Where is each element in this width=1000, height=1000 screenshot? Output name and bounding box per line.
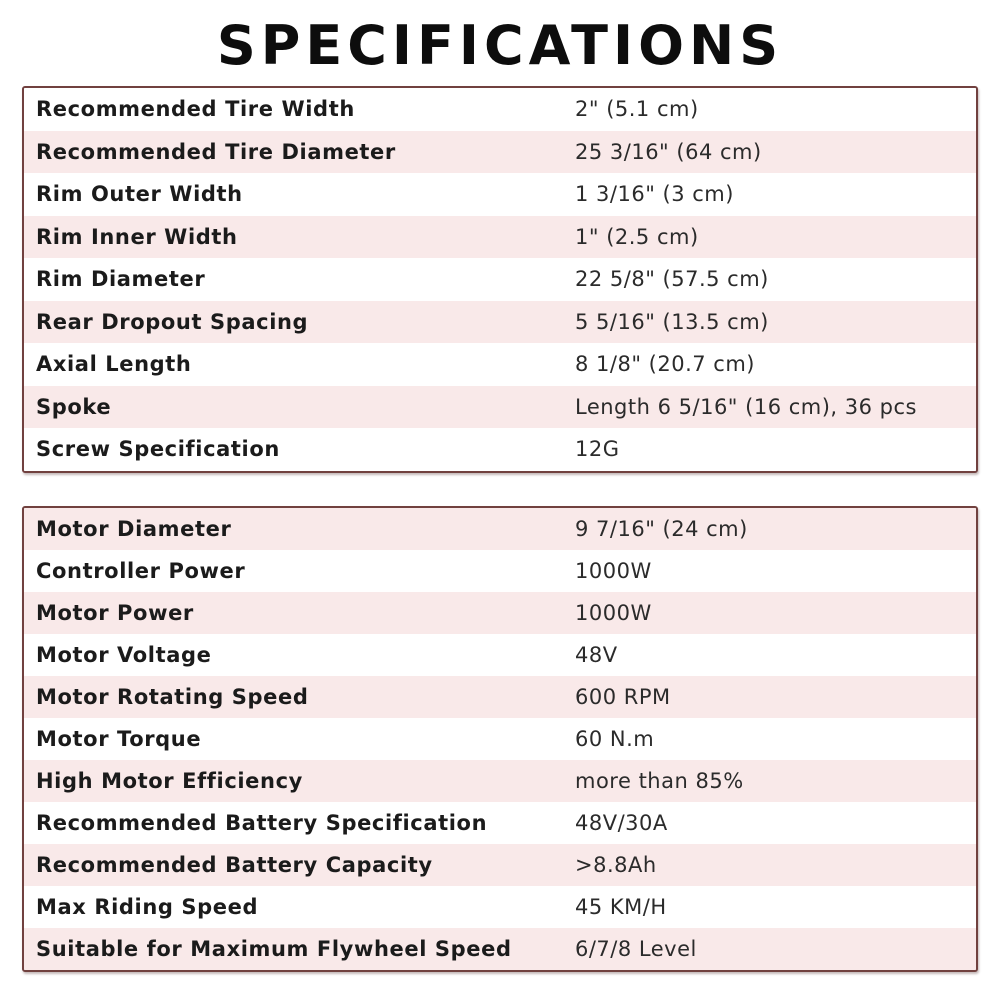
spec-row xyxy=(24,550,976,592)
spec-value: 5 5/16" (13.5 cm) xyxy=(575,309,769,334)
spec-row xyxy=(24,173,976,216)
spec-label: Motor Power xyxy=(36,600,194,625)
spec-value: 45 KM/H xyxy=(575,894,667,919)
spec-row xyxy=(24,802,976,844)
spec-label: Rim Inner Width xyxy=(36,224,238,249)
spec-row xyxy=(24,928,976,970)
spec-value: >8.8Ah xyxy=(575,852,657,877)
spec-value: Length 6 5/16" (16 cm), 36 pcs xyxy=(575,394,917,419)
spec-label: Recommended Tire Diameter xyxy=(36,139,396,164)
spec-value: 60 N.m xyxy=(575,726,655,751)
spec-label: Suitable for Maximum Flywheel Speed xyxy=(36,936,512,961)
spec-label: Axial Length xyxy=(36,352,192,377)
spec-label: Recommended Battery Specification xyxy=(36,810,488,835)
spec-value: 6/7/8 Level xyxy=(575,936,697,961)
spec-row xyxy=(24,343,976,386)
spec-label: Motor Diameter xyxy=(36,516,232,541)
spec-row xyxy=(24,718,976,760)
spec-row xyxy=(24,386,976,429)
spec-label: Rear Dropout Spacing xyxy=(36,309,309,334)
spec-row xyxy=(24,886,976,928)
page-title: SPECIFICATIONS xyxy=(216,14,784,77)
spec-label: Recommended Tire Width xyxy=(36,97,355,122)
spec-row xyxy=(24,676,976,718)
spec-label: Motor Voltage xyxy=(36,642,212,667)
spec-row xyxy=(24,634,976,676)
spec-table-wheel-dimensions xyxy=(22,86,978,473)
spec-value: 22 5/8" (57.5 cm) xyxy=(575,267,769,292)
spec-label: Max Riding Speed xyxy=(36,894,259,919)
spec-value: 2" (5.1 cm) xyxy=(575,97,699,122)
spec-label: Controller Power xyxy=(36,558,246,583)
spec-row xyxy=(24,844,976,886)
spec-row xyxy=(24,760,976,802)
spec-value: 8 1/8" (20.7 cm) xyxy=(575,352,755,377)
spec-row xyxy=(24,88,976,131)
spec-value: 1000W xyxy=(575,600,652,625)
spec-label: Screw Specification xyxy=(36,437,280,462)
spec-row xyxy=(24,428,976,471)
spec-label: High Motor Efficiency xyxy=(36,768,303,793)
spec-row xyxy=(24,508,976,550)
spec-label: Spoke xyxy=(36,394,112,419)
spec-value: 9 7/16" (24 cm) xyxy=(575,516,748,541)
spec-row xyxy=(24,258,976,301)
spec-value: 25 3/16" (64 cm) xyxy=(575,139,762,164)
spec-label: Rim Diameter xyxy=(36,267,206,292)
spec-value: more than 85% xyxy=(575,768,744,793)
spec-value: 48V xyxy=(575,642,618,667)
spec-label: Recommended Battery Capacity xyxy=(36,852,433,877)
spec-row xyxy=(24,301,976,344)
spec-row xyxy=(24,592,976,634)
spec-value: 12G xyxy=(575,437,620,462)
spec-value: 1" (2.5 cm) xyxy=(575,224,699,249)
spec-value: 1 3/16" (3 cm) xyxy=(575,182,734,207)
spec-label: Motor Torque xyxy=(36,726,202,751)
spec-row xyxy=(24,131,976,174)
spec-label: Rim Outer Width xyxy=(36,182,243,207)
spec-row xyxy=(24,216,976,259)
spec-value: 48V/30A xyxy=(575,810,668,835)
spec-label: Motor Rotating Speed xyxy=(36,684,309,709)
spec-value: 600 RPM xyxy=(575,684,671,709)
spec-value: 1000W xyxy=(575,558,652,583)
spec-table-motor-electrical xyxy=(22,506,978,972)
